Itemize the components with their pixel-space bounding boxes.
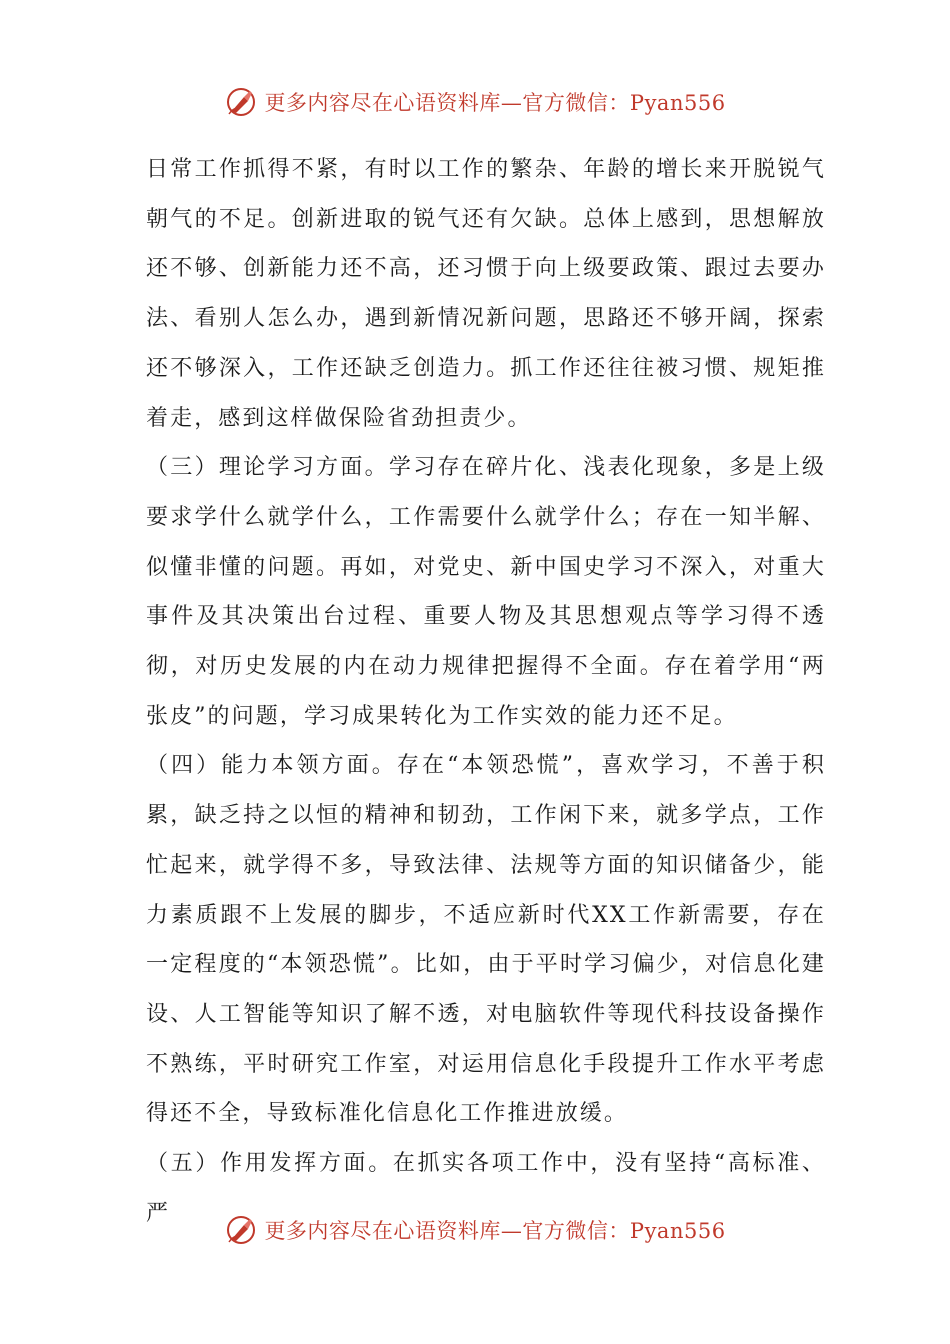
paragraph-ability: （四）能力本领方面。存在“本领恐慌”，喜欢学习，不善于积累，缺乏持之以恒的精神和韧劲，工作闲下来，就多学点，工作忙起来，就学得不多，导致法律、法规等方面的知识储备少，能力素质跟不上发展的脚步，不适应新时代XX工作新需要，存在一定程度的“本领恐慌”。比如，由于平时学习偏少，对信息化建设、人工智能等知识了解不透，对电脑软件等现代科技设备操作不熟练，平时研究工作室，对运用信息化手段提升工作水平考虑得还不全，导致标准化信息化工作推进放缓。 — [146, 753, 826, 1127]
paragraph-role: （五）作用发挥方面。在抓实各项工作中，没有坚持“高标准、严 — [146, 1151, 826, 1226]
document-body — [146, 145, 826, 1238]
pen-nib-icon — [224, 85, 258, 119]
header-watermark-text: 更多内容尽在心语资料库—官方微信：Pyan556 — [264, 91, 726, 115]
footer-watermark — [0, 1208, 950, 1252]
footer-watermark-text: 更多内容尽在心语资料库—官方微信：Pyan556 — [264, 1219, 726, 1243]
header-watermark — [0, 80, 950, 124]
pen-nib-icon — [224, 1213, 258, 1247]
paragraph-continuation: 日常工作抓得不紧，有时以工作的繁杂、年龄的增长来开脱锐气朝气的不足。创新进取的锐气还有欠缺。总体上感到，思想解放还不够、创新能力还不高，还习惯于向上级要政策、跟过去要办法、看别人怎么办，遇到新情况新问题，思路还不够开阔，探索还不够深入，工作还缺乏创造力。抓工作还往往被习惯、规矩推着走，感到这样做保险省劲担责少。 — [146, 157, 826, 431]
paragraph-theory-study: （三）理论学习方面。学习存在碎片化、浅表化现象，多是上级要求学什么就学什么，工作需要什么就学什么；存在一知半解、似懂非懂的问题。再如，对党史、新中国史学习不深入，对重大事件及其决策出台过程、重要人物及其思想观点等学习得不透彻，对历史发展的内在动力规律把握得不全面。存在着学用“两张皮”的问题，学习成果转化为工作实效的能力还不足。 — [146, 455, 826, 729]
